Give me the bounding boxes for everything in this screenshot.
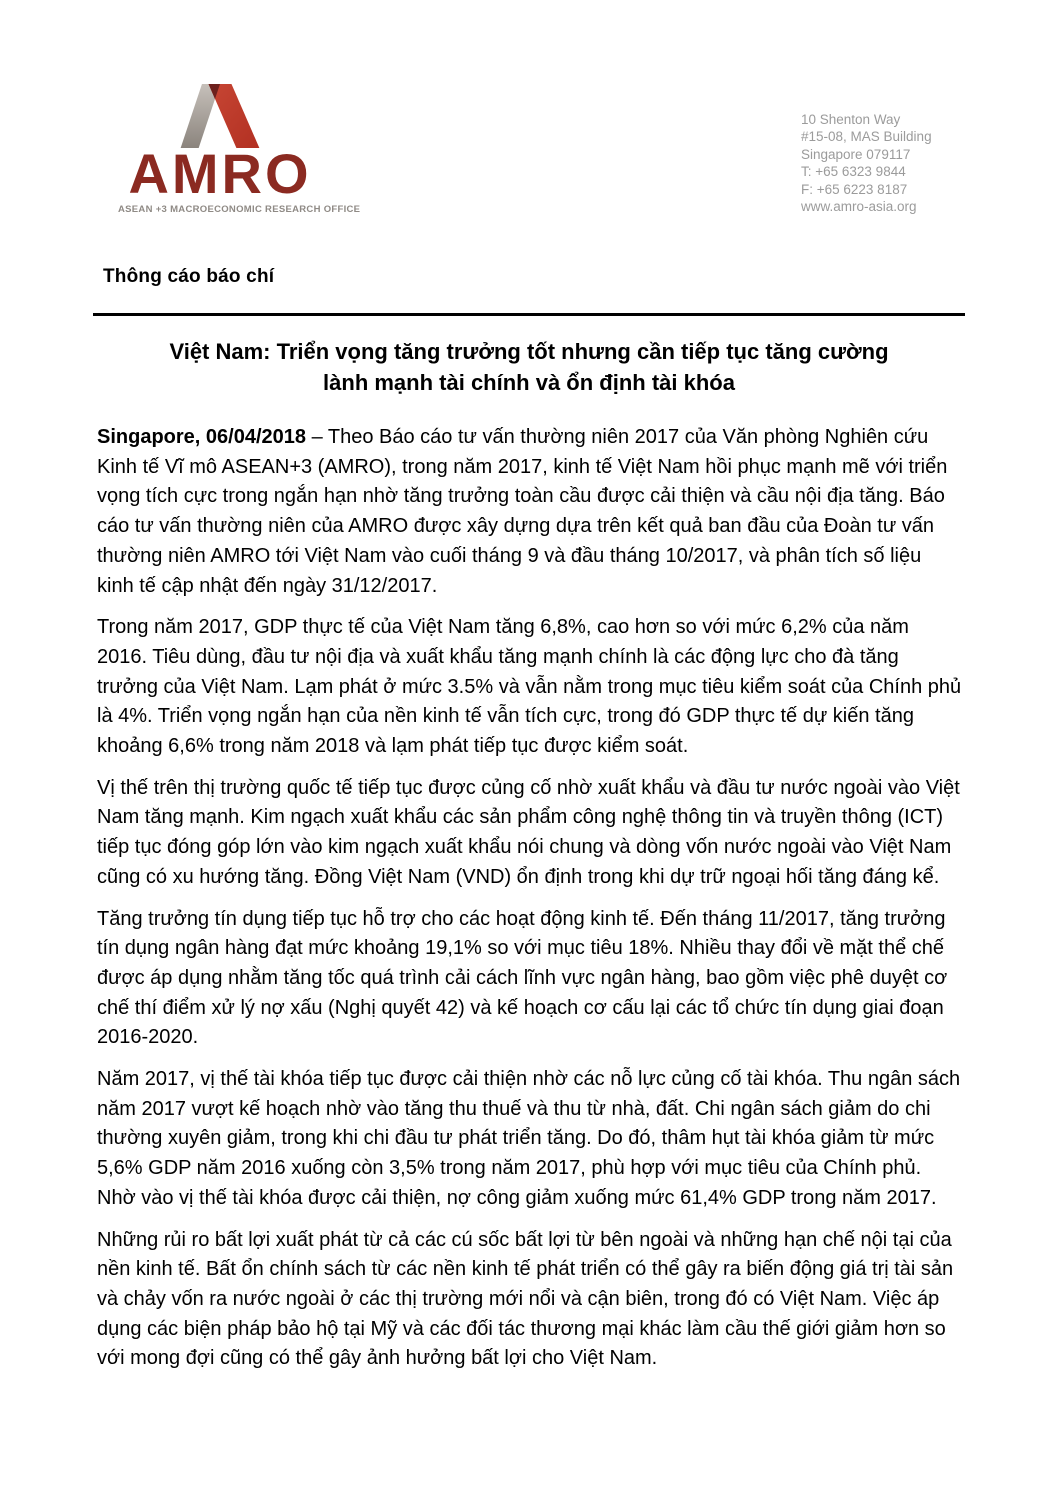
contact-line-address2: #15-08, MAS Building [801, 129, 932, 145]
paragraph-gdp: Trong năm 2017, GDP thực tế của Việt Nam tăng 6,8%, cao hơn so với mức 6,2% của năm 2016. Tiêu dùng, đầu tư nội địa và xuất khẩu tăng mạnh chính là các động lực cho đà tăng trưởng của Việt Nam. Lạm phát ở mức 3.5% và vẫn nằm trong mục tiêu kiểm soát của Chính phủ là 4%. Triển vọng ngắn hạn của nền kinh tế vẫn tích cực, trong đó GDP thực tế dự kiến tăng khoảng 6,6% trong năm 2018 và lạm phát tiếp tục được kiểm soát. [97, 616, 962, 758]
document-title-line: lành mạnh tài chính và ổn định tài khóa [323, 370, 735, 395]
dateline: Singapore, 06/04/2018 [97, 426, 307, 448]
amro-logo [118, 84, 361, 215]
document-body [97, 423, 963, 1386]
contact-info [801, 111, 932, 215]
paragraph-risks: Những rủi ro bất lợi xuất phát từ cả các cú sốc bất lợi từ bên ngoài và những hạn chế nội tại của nền kinh tế. Bất ổn chính sách từ các nền kinh tế phát triển có thể gây ra biến động giá trị tài sản và chảy vốn ra nước ngoài ở các thị trường mới nổi và cận biên, trong đó có Việt Nam. Việc áp dụng các biện pháp bảo hộ tại Mỹ và các đối tác thương mại khác làm cầu thế giới giảm hơn so với mong đợi cũng có thể gây ảnh hưởng bất lợi cho Việt Nam. [97, 1228, 954, 1370]
paragraph-fiscal: Năm 2017, vị thế tài khóa tiếp tục được cải thiện nhờ các nỗ lực củng cố tài khóa. Thu ngân sách năm 2017 vượt kế hoạch nhờ vào tăng thu thuế và thu từ nhà, đất. Chi ngân sách giảm do chi thường xuyên giảm, trong khi chi đầu tư phát triển tăng. Do đó, thâm hụt tài khóa giảm từ mức 5,6% GDP năm 2016 xuống còn 3,5% trong năm 2017, phù hợp với mục tiêu của Chính phủ. Nhờ vào vị thế tài khóa được cải thiện, nợ công giảm xuống mức 61,4% GDP trong năm 2017. [97, 1068, 961, 1209]
paragraph-intro-text: – Theo Báo cáo tư vấn thường niên 2017 của Văn phòng Nghiên cứu Kinh tế Vĩ mô ASEAN+3 (AMRO), trong năm 2017, kinh tế Việt Nam hồi phục mạnh mẽ với triển vọng tích cực trong ngắn hạn nhờ tăng trưởng toàn cầu được cải thiện và cầu nội địa tăng. Báo cáo tư vấn thường niên của AMRO được xây dựng dựa trên kết quả ban đầu của Đoàn tư vấn thường niên AMRO tới Việt Nam vào cuối tháng 9 và đầu tháng 10/2017, và phân tích số liệu kinh tế cập nhật đến ngày 31/12/2017. [97, 426, 948, 597]
press-release-label: Thông cáo báo chí [103, 266, 275, 287]
amro-logo-mark-icon [179, 84, 261, 148]
contact-line-phone: T: +65 6323 9844 [801, 164, 906, 180]
amro-logo-tagline: ASEAN +3 MACROECONOMIC RESEARCH OFFICE [118, 204, 361, 215]
amro-logo-text: AMRO [128, 142, 312, 205]
contact-line-fax: F: +65 6223 8187 [801, 181, 908, 197]
document-title [96, 336, 962, 398]
header-divider [93, 313, 965, 316]
paragraph-credit-growth: Tăng trưởng tín dụng tiếp tục hỗ trợ cho các hoạt động kinh tế. Đến tháng 11/2017, tăng trưởng tín dụng ngân hàng đạt mức khoảng 19,1% so với mục tiêu 18%. Nhiều thay đổi về mặt thể chế được áp dụng nhằm tăng tốc quá trình cải cách lĩnh vực ngân hàng, bao gồm việc phê duyệt cơ chế thí điểm xử lý nợ xấu (Nghị quyết 42) và kế hoạch cơ cấu lại các tổ chức tín dụng giai đoạn 2016-2020. [97, 907, 948, 1049]
contact-line-website: www.amro-asia.org [801, 199, 917, 215]
paragraph-external-position: Vị thế trên thị trường quốc tế tiếp tục được củng cố nhờ xuất khẩu và đầu tư nước ngoài vào Việt Nam tăng mạnh. Kim ngạch xuất khẩu các sản phẩm công nghệ thông tin và truyền thông (ICT) tiếp tục đóng góp lớn vào kim ngạch xuất khẩu nói chung và dòng vốn nước ngoài vào Việt Nam cũng có xu hướng tăng. Đồng Việt Nam (VND) ổn định trong khi dự trữ ngoại hối tăng đáng kể. [97, 776, 960, 888]
document-title-line: Việt Nam: Triển vọng tăng trưởng tốt nhưng cần tiếp tục tăng cường [169, 339, 889, 364]
contact-line-address1: 10 Shenton Way [801, 112, 901, 127]
paragraph-intro [97, 423, 963, 601]
contact-line-city: Singapore 079117 [801, 146, 911, 162]
